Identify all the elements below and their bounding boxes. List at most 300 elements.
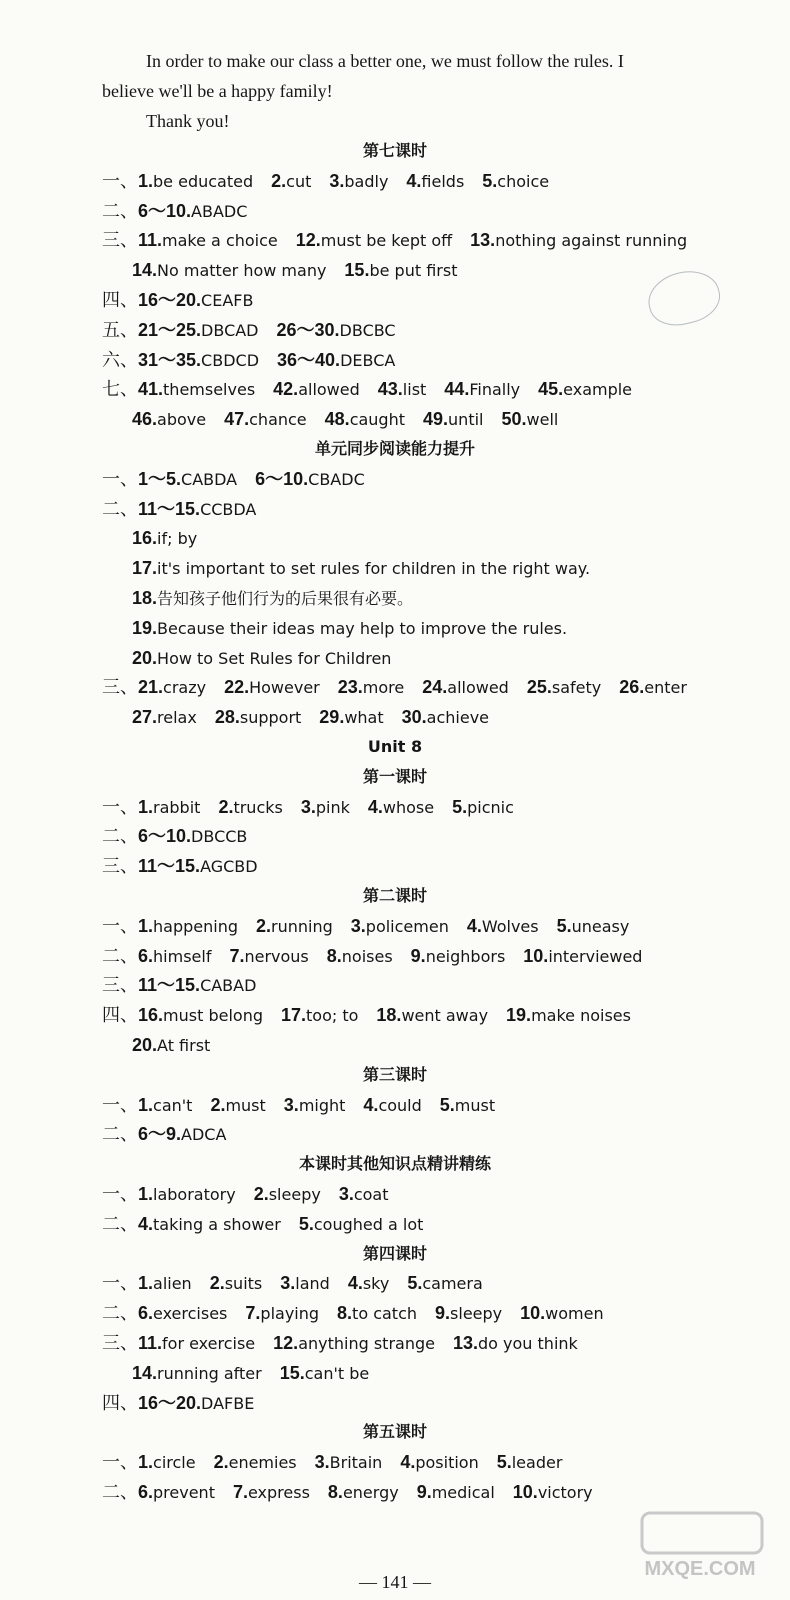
question-number: 12. <box>273 1333 299 1353</box>
answer-item <box>273 1328 435 1358</box>
answer-item <box>351 911 449 941</box>
question-number: 50. <box>501 409 527 429</box>
answer-text: DBCAD <box>201 321 259 340</box>
answer-text: sleepy <box>450 1304 503 1323</box>
answer-text: can't be <box>304 1364 370 1383</box>
answer-item <box>453 1328 578 1358</box>
question-number: 13. <box>452 1333 479 1353</box>
section-numeral: 二、 <box>102 1303 138 1324</box>
answer-text: can't <box>153 1096 193 1115</box>
question-number: 3. <box>338 1184 354 1204</box>
question-number: 7. <box>229 946 245 966</box>
answer-item <box>138 374 255 404</box>
question-number: 2. <box>271 171 287 191</box>
answer-item <box>138 285 253 315</box>
question-number: 12. <box>295 230 321 250</box>
question-number: 8. <box>327 1482 343 1502</box>
answer-item <box>138 792 200 822</box>
answer-text: enter <box>644 678 687 697</box>
answer-item <box>417 1477 495 1507</box>
question-number: 9. <box>416 1482 432 1502</box>
answer-item <box>435 1298 502 1328</box>
answer-text: DBCBC <box>339 321 396 340</box>
answer-item <box>138 970 256 1000</box>
answer-text: sky <box>362 1274 390 1293</box>
answer-row <box>0 166 790 196</box>
section-numeral: 三、 <box>102 677 138 698</box>
answer-text: picnic <box>467 798 514 817</box>
section-numeral: 三、 <box>102 975 138 996</box>
question-number: 1. <box>138 1095 154 1115</box>
question-number: 2. <box>209 1273 225 1293</box>
section-numeral: 一、 <box>102 171 138 192</box>
answer-text: could <box>378 1096 422 1115</box>
answer-item <box>315 1447 383 1477</box>
section-heading: 第二课时 <box>362 886 427 905</box>
question-number: 16～20. <box>138 290 202 310</box>
answer-item <box>132 523 197 553</box>
answer-text: must be kept off <box>320 231 453 250</box>
answer-text: coughed a lot <box>313 1215 424 1234</box>
answer-text: uneasy <box>571 917 630 936</box>
question-number: 2. <box>210 1095 226 1115</box>
answer-item <box>132 643 391 673</box>
answer-row <box>0 672 790 702</box>
question-number: 4. <box>466 916 482 936</box>
answer-item <box>138 1298 227 1328</box>
question-number: 41. <box>138 379 164 399</box>
page-number: — 141 — <box>359 1572 431 1592</box>
answer-text: for exercise <box>162 1334 256 1353</box>
answer-item <box>296 225 452 255</box>
section-numeral: 二、 <box>102 1124 138 1145</box>
question-number: 9. <box>410 946 426 966</box>
answer-item <box>138 911 238 941</box>
answer-text: land <box>295 1274 330 1293</box>
answer-text: energy <box>342 1483 399 1502</box>
answer-item <box>407 1268 482 1298</box>
question-number: 3. <box>280 1273 296 1293</box>
answer-text: went away <box>401 1006 489 1025</box>
intro-line-3: Thank you! <box>146 111 230 131</box>
answer-item <box>363 1090 421 1120</box>
answer-item <box>132 255 326 285</box>
question-number: 24. <box>422 677 448 697</box>
answer-text: ABADC <box>191 202 248 221</box>
answer-text: caught <box>349 410 405 429</box>
question-number: 18. <box>376 1005 402 1025</box>
answer-text: However <box>249 678 320 697</box>
question-number: 19. <box>506 1005 532 1025</box>
answer-text: Britain <box>329 1453 383 1472</box>
answer-row <box>0 821 790 851</box>
question-number: 1～5. <box>138 469 182 489</box>
question-number: 1. <box>138 1273 154 1293</box>
answer-item <box>329 166 388 196</box>
answer-item <box>138 196 247 226</box>
answer-item <box>280 1358 370 1388</box>
answer-text: running after <box>157 1364 262 1383</box>
question-number: 30. <box>401 707 427 727</box>
answer-text: express <box>247 1483 310 1502</box>
answer-item <box>138 851 258 881</box>
answer-item <box>299 1209 424 1239</box>
question-number: 1. <box>138 1452 154 1472</box>
question-number: 7. <box>232 1482 248 1502</box>
answer-text: playing <box>260 1304 320 1323</box>
answer-text: rabbit <box>153 798 201 817</box>
answer-item <box>138 166 253 196</box>
answer-text: ADCA <box>181 1125 227 1144</box>
section-heading: 第四课时 <box>362 1244 427 1263</box>
answer-row <box>0 1358 790 1388</box>
answer-text: chance <box>249 410 307 429</box>
answer-item <box>138 1000 263 1030</box>
answer-item <box>378 374 427 404</box>
answer-row <box>0 553 790 583</box>
answer-text: DEBCA <box>340 351 396 370</box>
answer-row <box>0 1030 790 1060</box>
question-number: 10. <box>512 1482 538 1502</box>
question-number: 11～15. <box>138 975 201 995</box>
answer-text: running <box>271 917 333 936</box>
section-numeral: 三、 <box>102 230 138 251</box>
answer-row <box>0 196 790 226</box>
answer-text: crazy <box>163 678 207 697</box>
question-number: 1. <box>138 1184 154 1204</box>
question-number: 5. <box>452 797 468 817</box>
answer-text: too; to <box>306 1006 359 1025</box>
question-number: 14. <box>132 260 158 280</box>
answer-item <box>444 374 520 404</box>
answer-item <box>557 911 630 941</box>
section-numeral: 二、 <box>102 201 138 222</box>
answer-item <box>482 166 549 196</box>
question-number: 6. <box>138 946 154 966</box>
question-number: 2. <box>256 916 272 936</box>
answer-item <box>423 404 483 434</box>
section-heading: 第七课时 <box>362 141 427 160</box>
answer-text: sleepy <box>268 1185 321 1204</box>
question-number: 29. <box>319 707 345 727</box>
answer-item <box>138 1447 196 1477</box>
answer-text: Wolves <box>481 917 539 936</box>
answer-item <box>277 345 395 375</box>
answer-text: noises <box>341 947 393 966</box>
answer-text: might <box>298 1096 346 1115</box>
section-numeral: 一、 <box>102 1184 138 1205</box>
answer-text: more <box>362 678 405 697</box>
answer-row <box>0 1119 790 1149</box>
answer-text: fields <box>421 172 465 191</box>
question-number: 5. <box>298 1214 314 1234</box>
question-number: 11～15. <box>138 499 201 519</box>
answer-text: women <box>545 1304 604 1323</box>
answer-row <box>0 1268 790 1298</box>
answer-item <box>138 494 256 524</box>
question-number: 3. <box>283 1095 299 1115</box>
answer-item <box>255 464 365 494</box>
answer-item <box>132 404 206 434</box>
answer-text: safety <box>551 678 602 697</box>
answer-row <box>0 911 790 941</box>
question-number: 22. <box>224 677 250 697</box>
question-number: 8. <box>326 946 342 966</box>
answer-text: must <box>454 1096 496 1115</box>
answer-item <box>138 464 237 494</box>
answer-text: list <box>402 380 427 399</box>
answer-row <box>0 225 790 255</box>
answer-item <box>368 792 434 822</box>
answer-item <box>402 702 489 732</box>
question-number: 6. <box>138 1482 154 1502</box>
question-number: 20. <box>132 648 158 668</box>
answer-row <box>0 374 790 404</box>
answer-item <box>138 1477 215 1507</box>
question-number: 48. <box>324 409 350 429</box>
answer-text: must belong <box>163 1006 263 1025</box>
section-numeral: 一、 <box>102 916 138 937</box>
question-number: 26. <box>619 677 645 697</box>
answer-text: No matter how many <box>157 261 327 280</box>
question-number: 36～40. <box>277 350 341 370</box>
question-number: 4. <box>367 797 383 817</box>
answer-item <box>138 345 259 375</box>
answer-text: whose <box>382 798 435 817</box>
section-heading: 单元同步阅读能力提升 <box>314 439 475 458</box>
answer-row <box>0 494 790 524</box>
answer-row <box>0 1000 790 1030</box>
answer-item <box>281 1000 358 1030</box>
answer-item <box>254 1179 321 1209</box>
answer-row <box>0 1090 790 1120</box>
question-number: 10. <box>523 946 549 966</box>
question-number: 16. <box>138 1005 164 1025</box>
question-number: 11. <box>138 1333 163 1353</box>
answer-text: camera <box>422 1274 483 1293</box>
answer-item <box>284 1090 346 1120</box>
answer-item <box>132 1358 262 1388</box>
question-number: 16. <box>132 528 158 548</box>
answer-text: example <box>563 380 633 399</box>
answer-item <box>132 1030 210 1060</box>
answer-item <box>138 1268 192 1298</box>
answer-text: CCBDA <box>200 500 257 519</box>
answer-text: CBDCD <box>201 351 260 370</box>
question-number: 46. <box>132 409 158 429</box>
intro-line-2: believe we'll be a happy family! <box>102 81 333 101</box>
section-numeral: 六、 <box>102 350 138 371</box>
answer-row <box>0 523 790 553</box>
answer-text: be put first <box>369 261 458 280</box>
answer-item <box>301 792 350 822</box>
section-numeral: 二、 <box>102 1214 138 1235</box>
answer-row <box>0 464 790 494</box>
answer-item <box>411 941 506 971</box>
answer-item <box>273 374 360 404</box>
question-number: 17. <box>280 1005 307 1025</box>
answer-text: laboratory <box>153 1185 236 1204</box>
question-number: 4. <box>363 1095 379 1115</box>
answer-item <box>327 941 393 971</box>
answer-text: position <box>415 1453 479 1472</box>
answer-text: trucks <box>233 798 283 817</box>
answer-item <box>277 315 396 345</box>
answer-row <box>0 1328 790 1358</box>
question-number: 47. <box>224 409 250 429</box>
answer-text: himself <box>153 947 212 966</box>
answer-text: cut <box>286 172 312 191</box>
answer-row <box>0 702 790 732</box>
question-number: 4. <box>406 171 422 191</box>
question-number: 9. <box>435 1303 451 1323</box>
answer-text: circle <box>153 1453 196 1472</box>
answer-item <box>527 672 601 702</box>
answer-text: leader <box>511 1453 563 1472</box>
answer-item <box>138 1209 281 1239</box>
section-heading: 第三课时 <box>362 1065 427 1084</box>
section-numeral: 五、 <box>102 320 138 341</box>
answer-item <box>210 1090 265 1120</box>
answer-row <box>0 1298 790 1328</box>
intro-line-1: In order to make our class a better one, we must follow the rules. I <box>146 51 624 71</box>
answer-row <box>0 1209 790 1239</box>
answer-row <box>0 404 790 434</box>
answer-text: How to Set Rules for Children <box>157 649 392 668</box>
section-numeral: 一、 <box>102 797 138 818</box>
answer-row <box>0 1179 790 1209</box>
answer-text: allowed <box>447 678 509 697</box>
answer-item <box>513 1477 593 1507</box>
answer-item <box>452 792 514 822</box>
answer-item <box>218 792 282 822</box>
question-number: 4. <box>138 1214 154 1234</box>
answer-item <box>271 166 311 196</box>
question-number: 25. <box>526 677 552 697</box>
answer-text: alien <box>153 1274 192 1293</box>
question-number: 23. <box>337 677 363 697</box>
answer-item <box>256 911 333 941</box>
answer-text: themselves <box>163 380 256 399</box>
answer-item <box>348 1268 390 1298</box>
answer-row <box>0 1447 790 1477</box>
section-heading: 第五课时 <box>362 1422 427 1441</box>
section-heading: 本课时其他知识点精讲精练 <box>298 1154 491 1173</box>
answer-text: support <box>239 708 302 727</box>
answer-text: what <box>344 708 384 727</box>
answer-item <box>138 225 278 255</box>
question-number: 7. <box>245 1303 261 1323</box>
question-number: 13. <box>470 230 496 250</box>
question-number: 42. <box>273 379 299 399</box>
answer-text: well <box>526 410 559 429</box>
question-number: 6～10. <box>138 826 192 846</box>
section-numeral: 七、 <box>102 379 138 400</box>
question-number: 2. <box>213 1452 229 1472</box>
answer-text: above <box>157 410 207 429</box>
question-number: 5. <box>439 1095 455 1115</box>
answer-item <box>138 1179 236 1209</box>
answer-text: DBCCB <box>191 827 248 846</box>
answer-text: Finally <box>469 380 521 399</box>
section-numeral: 一、 <box>102 469 138 490</box>
answer-text: policemen <box>365 917 449 936</box>
question-number: 8. <box>337 1303 353 1323</box>
question-number: 14. <box>132 1363 158 1383</box>
section-numeral: 二、 <box>102 1482 138 1503</box>
section-numeral: 一、 <box>102 1273 138 1294</box>
question-number: 3. <box>350 916 366 936</box>
question-number: 2. <box>253 1184 269 1204</box>
watermark-logo-icon <box>612 1505 772 1580</box>
question-number: 4. <box>347 1273 363 1293</box>
answer-item <box>520 1298 603 1328</box>
question-number: 2. <box>218 797 234 817</box>
question-number: 5. <box>496 1452 512 1472</box>
question-number: 21. <box>138 677 164 697</box>
question-number: 26～30. <box>276 320 340 340</box>
answer-item <box>132 613 567 643</box>
answer-text: be educated <box>153 172 254 191</box>
answer-item <box>138 1388 254 1418</box>
answer-text: exercises <box>153 1304 228 1323</box>
answer-item <box>224 672 320 702</box>
answer-item <box>538 374 632 404</box>
answer-text: pink <box>315 798 350 817</box>
question-number: 4. <box>400 1452 416 1472</box>
answer-text: coat <box>353 1185 389 1204</box>
answer-text: CEAFB <box>201 291 254 310</box>
answer-item <box>619 672 687 702</box>
answer-text: it's important to set rules for children in the right way. <box>157 559 591 578</box>
answer-item <box>406 166 464 196</box>
answer-text: choice <box>497 172 550 191</box>
question-number: 43. <box>377 379 403 399</box>
question-number: 10. <box>520 1303 546 1323</box>
answer-text: AGCBD <box>200 857 258 876</box>
answer-text: Because their ideas may help to improve the rules. <box>157 619 568 638</box>
answer-item <box>224 404 307 434</box>
answer-text: 告知孩子他们行为的后果很有必要。 <box>157 589 414 608</box>
answer-item <box>501 404 558 434</box>
question-number: 6～10. <box>255 469 309 489</box>
question-number: 19. <box>132 618 158 638</box>
answer-item <box>132 702 197 732</box>
section-heading: 第一课时 <box>362 767 427 786</box>
question-number: 1. <box>138 916 154 936</box>
answer-row <box>0 1477 790 1507</box>
answer-text: until <box>448 410 484 429</box>
answer-text: taking a shower <box>153 1215 281 1234</box>
section-numeral: 三、 <box>102 1333 138 1354</box>
answer-text: interviewed <box>548 947 643 966</box>
answer-text: happening <box>153 917 238 936</box>
answer-text: make noises <box>531 1006 631 1025</box>
answer-text: badly <box>344 172 389 191</box>
answer-row <box>0 345 790 375</box>
answer-item <box>400 1447 478 1477</box>
answer-item <box>376 1000 488 1030</box>
answer-text: must <box>225 1096 266 1115</box>
answer-text: relax <box>157 708 197 727</box>
question-number: 3. <box>300 797 316 817</box>
answer-item <box>337 1298 417 1328</box>
answer-item <box>210 1268 263 1298</box>
answer-item <box>138 315 259 345</box>
answer-item <box>245 1298 319 1328</box>
question-number: 5. <box>482 171 498 191</box>
section-numeral: 四、 <box>102 290 138 311</box>
